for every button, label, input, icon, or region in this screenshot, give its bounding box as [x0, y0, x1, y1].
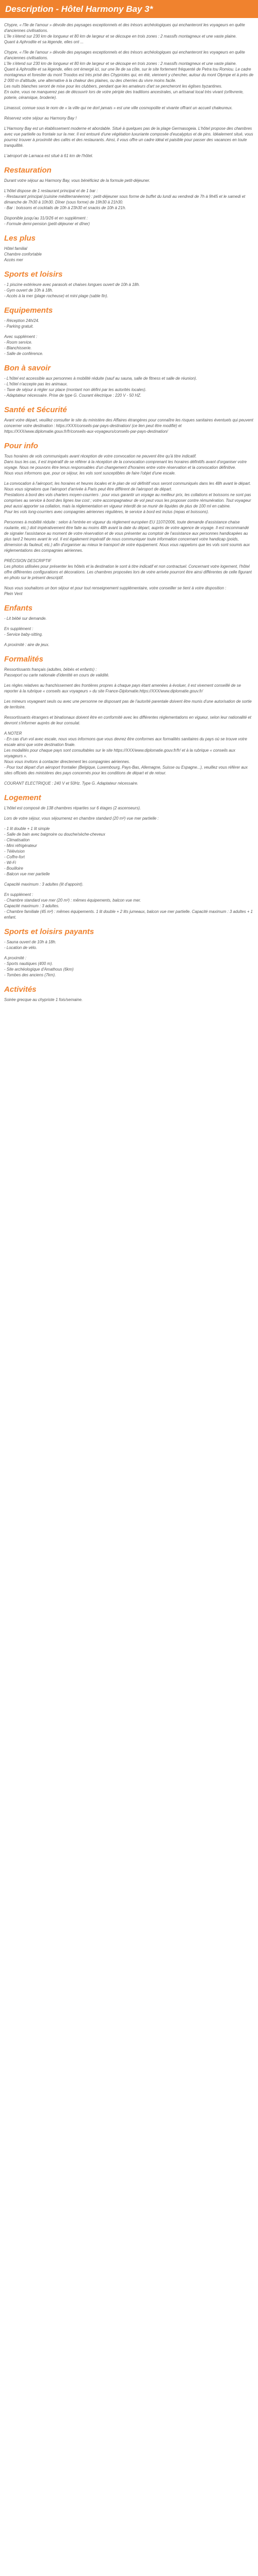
proximity-heading: A proximité :: [4, 956, 27, 960]
description-paragraph: Chypre, « l'île de l'amour » dévoile des paysages exceptionnels et des trésors archéologiques qui enchanteront les voyageurs en quête d'anciennes civilisations. L'île s'étend sur 230 km de longueur et 80 km de largeur et se découpe en trois zones : 2 massifs montagneux et une vaste plaine. Quant à Aphrodite et sa légende, elles ont émergé ici, sur une île de sa côte, sur le site fortement fréquenté de Petra tou Romiou. Le cadre montagneux et forestier du mont Troodos est très prisé des Chypriotes qui, en été, viennent y chercher, autour du mont Olympe et à près de 2 000 m d'altitude, une alternative à la chaleur des plaines, ou des cherries du vivre moins facile. Les nuits blanches seront de mise pour les clubbers, pendant que les amateurs d'art se pencheront les églises byzantines. En outre, vous ne manquerez pas de découvrir lors de votre périple des traditions ancestrales, un artisanat local très vivant (orfèvrerie, poterie, céramique, broderie).: [4, 50, 254, 100]
list-item: - Salle de conférence.: [4, 351, 43, 356]
restauration-extra: [4, 215, 254, 227]
equipements-section: [4, 306, 254, 357]
activites-section: [4, 985, 254, 1003]
bon-savoir-title: Bon à savoir: [4, 364, 51, 372]
logement-capacity: Capacité maximum : 3 adultes (lit d'appoint).: [4, 882, 84, 887]
list-item: Capacité maximum : 3 adultes.: [4, 904, 60, 908]
list-item: Accès mer: [4, 258, 23, 262]
list-item: - Salle de bain avec baignoire ou douche/sèche-cheveux: [4, 832, 105, 837]
equipements-supplement: [4, 334, 254, 357]
formalites-paragraph: Ressortissants français (adultes, bébés et enfants) : Passeport ou carte nationale d'identité en cours de validité.: [4, 667, 109, 677]
precision-section: [4, 558, 254, 597]
logement-section: [4, 793, 254, 920]
list-item: - Service baby-sitting.: [4, 632, 43, 637]
pour-info-paragraph: La convocation à l'aéroport, les horaires et heures locales et le plan de vol définitif vous seront communiqués dans les 48h avant le départ. Nous vous signalons que l'aéroport d'arrivée à Paris peut être différent de l'aéroport de départ. Prestations à bord des vols charters moyen-courriers : pour vous garantir un voyage au meilleur prix, les collations et boissons ne sont pas comprises au service à bord des lignes low cost ; votre accompagnateur de vol peut vous les proposer contre rémunération. Tout voyageur peut aussi apporter sa collation, mais la réglementation en vigueur interdit de se munir de liquides de plus de 100 ml en cabine. Pour les vols long-courriers avec compagnies aériennes régulières, le service à bord est inclus (repas et boissons).: [4, 481, 251, 514]
current-info: COURANT ELECTRIQUE : 240 V et 50Hz. Type G. Adaptateur nécessaire.: [4, 781, 138, 786]
list-item: - L'hôtel est accessible aux personnes à mobilité réduite (sauf au sauna, salle de fitness et salle de réunion).: [4, 376, 197, 381]
precision-text: Les photos utilisées pour présenter les hôtels et la destination le sont à titre indicatif et non contractuel. Concernant votre logement, l'hôtel offre différentes configurations et décorations. Les chambres proposées lors de votre arrivée pourront être ainsi différentes de celle figurant en photo sur le présent descriptif.: [4, 564, 252, 580]
list-item: Disponible jusqu'au 31/3/26 et en supplément :: [4, 216, 88, 221]
sante-section: [4, 405, 254, 434]
enfants-list: [4, 616, 254, 621]
restauration-list: [4, 188, 254, 211]
description-paragraph: L'Harmony Bay est un établissement moderne et abordable. Situé à quelques pas de la plage Germasogeia. L'hôtel propose des chambres avec vue partielle ou frontale sur la mer. Il est entouré d'une végétation luxuriante composée d'eucalyptus et de pins. Idéalement situé, vous pourrez trouver à proximité des cafés et des restaurants. Ainsi, il vous offre un cadre idéal et paisible pour passer des vacances en toute tranquillité.: [4, 126, 253, 148]
formalites-title: Formalités: [4, 655, 43, 664]
logement-title: Logement: [4, 793, 41, 802]
list-item: - Balcon vue mer partielle: [4, 872, 50, 876]
content: [0, 22, 258, 1014]
restauration-title: Restauration: [4, 166, 52, 175]
note-heading: A NOTER: [4, 731, 22, 736]
sports-title: Sports et loisirs: [4, 270, 63, 279]
list-item: - Mini réfrigérateur: [4, 843, 37, 848]
logement-intro: L'hôtel est composé de 138 chambres réparties sur 6 étages (2 ascenseurs).: [4, 806, 141, 810]
list-item: - 1 lit double + 1 lit simple: [4, 826, 50, 831]
list-item: - Taxe de séjour à régler sur place (montant non défini par les autorités locales).: [4, 387, 147, 392]
equipements-list: [4, 318, 254, 329]
restauration-section: [4, 166, 254, 227]
page: [0, 0, 258, 1014]
description-paragraph: Limassol, connue sous le nom de « la ville qui ne dort jamais » est une ville cosmopolite et vivante offrant un accueil chaleureux.: [4, 106, 233, 110]
list-item: - Chambre standard vue mer (20 m²) : mêmes équipements, balcon vue mer.: [4, 898, 141, 903]
list-item: - Sports nautiques (400 m).: [4, 961, 53, 966]
enfants-proximity: A proximité : aire de jeux.: [4, 642, 50, 647]
list-item: - Bouilloire: [4, 866, 23, 871]
list-item: - Sauna ouvert de 10h à 18h.: [4, 940, 57, 944]
list-item: Soirée grecque au chypriote 1 fois/semaine.: [4, 997, 83, 1002]
signature-intro: Nous vous souhaitons un bon séjour et pour tout renseignement supplémentaire, votre conseiller se tient à votre disposition :: [4, 586, 227, 590]
sports-proximity-list: [4, 955, 254, 978]
pour-info-paragraph: Personnes à mobilité réduite : selon à l'entrée en vigueur du règlement européen EU 1107/2006, toute demande d'assistance chaise roulante, etc.) doit impérativement être faite au moins 48h avant la date du départ, auprès de votre agence de voyage. Il est recommandé de signaler l'assistance au moment de votre réservation et de vous présenter au comptoir de l'assistance aux personnes handicapées au plus tard 2 heures avant le vol. Il est également impératif de nous communiquer toute information concernant votre handicap (poids, dimension du fauteuil, etc.) afin d'organiser au mieux le transport de votre équipement. Nous vous rappelons que les vols sont soumis aux réglementations des compagnies aériennes.: [4, 520, 250, 553]
activites-title: Activités: [4, 985, 37, 994]
list-item: - Télévision: [4, 849, 25, 854]
bon-savoir-list: [4, 376, 254, 398]
list-item: - Chambre familiale (45 m²) : mêmes équipements. 1 lit double + 2 lits jumeaux, balcon vue mer partielle. Capacité maximum : 3 adultes + 1 enfant.: [4, 909, 253, 920]
list-item: - Gym ouvert de 10h à 18h.: [4, 288, 53, 293]
pour-info-section: [4, 442, 254, 553]
description-paragraph: L'aéroport de Larnaca est situé à 61 km de l'hôtel.: [4, 154, 93, 158]
list-item: - Climatisation: [4, 838, 30, 842]
logement-rooms: Lors de votre séjour, vous séjournerez en chambre standard (20 m²) vue mer partielle :: [4, 816, 159, 821]
list-item: - Restaurant principal (cuisine méditerranéenne) : petit-déjeuner sous forme de buffet du lundi au vendredi de 7h à 9h45 et le samedi et dimanche de 7h30 à 10h30. Dîner (sous forme) de 19h30 à 21h30.: [4, 194, 246, 205]
activites-list: [4, 997, 254, 1003]
description-section: [4, 22, 254, 159]
list-item: - Coffre-fort: [4, 855, 25, 859]
enfants-supplement: [4, 626, 254, 637]
list-item: - Site archéologique d'Amathous (6km): [4, 967, 74, 972]
list-item: Chambre confortable: [4, 252, 42, 257]
list-item: - Adaptateur nécessaire. Prise de type G. Courant électrique : 220 V - 50 HZ.: [4, 393, 141, 398]
formalites-paragraph: Les mineurs voyageant seuls ou avec une personne ne disposant pas de l'autorité parentale doivent être munis d'une autorisation de sortie de territoire.: [4, 699, 252, 709]
note-section: [4, 731, 254, 786]
list-item: - Room service.: [4, 340, 33, 345]
bon-savoir-section: [4, 364, 254, 398]
plus-list: [4, 246, 254, 263]
list-item: - Parking gratuit.: [4, 324, 34, 329]
sports-payants-section: [4, 927, 254, 978]
list-item: - Accès à la mer (plage rocheuse) et mini plage (sable fin).: [4, 294, 108, 298]
sports-list: [4, 282, 254, 299]
note-text: - En cas d'un vol avec escale, nous vous informons que vous devrez être conformes aux formalités sanitaires du pays où se trouve votre escale ainsi que votre destination finale. Les modalités pour chaque pays sont consultables sur le site https://XXX/www.diplomatie.gouv.fr/fr/ et à la rubrique « conseils aux voyageurs ». Nous vous invitons à contacter directement les compagnies aériennes. - Pour tout départ d'un aéroport frontalier (Belgique, Luxembourg, Pays-Bas, Allemagne, Suisse ou Espagne...), veuillez vous référer aux sites officiels des ministères des pays concernés pour les conditions de départ et de retour.: [4, 737, 248, 775]
enfants-title: Enfants: [4, 604, 33, 613]
sante-title: Santé et Sécurité: [4, 405, 67, 414]
logement-supplement: [4, 892, 254, 920]
restauration-intro: Durant votre séjour au Harmony Bay, vous bénéficiez de la formule petit-déjeuner.: [4, 178, 150, 183]
sports-payants-title: Sports et loisirs payants: [4, 927, 94, 936]
enfants-section: [4, 604, 254, 648]
sante-text: Avant votre départ, veuillez consulter le site du ministère des Affaires étrangères pour connaître les risques sanitaires éventuels qui peuvent concerner votre destination : https://XXX/conseils-par-pays-destination/ (ce lien peut être modifié) et https://XXX/www.diplomatie.gouv.fr/fr/conseils-aux-voyageurs/conseils-par-pays-destination/: [4, 418, 253, 434]
list-item: - Blanchisserie.: [4, 346, 32, 350]
formalites-paragraph: Ressortissants étrangers et binationaux doivent être en conformité avec les différentes réglementations en vigueur, selon leur nationalité et devront s'informer auprès de leur consulat.: [4, 715, 251, 725]
list-item: - Bar : boissons et cocktails de 10h à 23h30 et snacks de 10h à 21h.: [4, 206, 126, 210]
list-item: Hôtel familial: [4, 246, 27, 251]
equipements-title: Equipements: [4, 306, 53, 315]
list-item: - Réception 24h/24.: [4, 318, 40, 323]
list-item: - Tombes des anciens (7km).: [4, 973, 56, 977]
precision-heading: PRÉCISION DESCRIPTIF: [4, 558, 52, 563]
formalites-paragraph: Les règles relatives au franchissement des frontières propres à chaque pays étant amenées à évoluer, il est vivement conseillé de se reporter à la rubrique « conseils aux voyageurs » du site France-Diplomatie.https://XXX/www.diplomatie.gouv.fr/: [4, 683, 241, 693]
list-item: - Lit bébé sur demande.: [4, 616, 47, 621]
pour-info-paragraph: Tous horaires de vols communiqués avant réception de votre convocation ne peuvent être qu'à titre indicatif. Dans tous les cas, il est impératif de se référer à la réception de la convocation comprenant les horaires définitifs avant d'organiser votre voyage. Nous ne pouvons être tenus responsables d'un changement d'horaires entre votre réservation et la convocation définitive. Nous vous informons que, pour ce séjour, les vols sont susceptibles de faire l'objet d'une escale.: [4, 454, 247, 476]
plus-title: Les plus: [4, 234, 36, 243]
description-paragraph: Réservez votre séjour au Harmony Bay !: [4, 116, 77, 121]
list-item: L'hôtel dispose de 1 restaurant principal et de 1 bar :: [4, 189, 98, 193]
list-item: - Location de vélo.: [4, 945, 37, 950]
list-item: - L'hôtel n'accepte pas les animaux.: [4, 382, 68, 386]
room-equipment-list: [4, 826, 254, 877]
sports-payants-list: [4, 939, 254, 951]
list-item: - 1 piscine extérieure avec parasols et chaises longues ouvert de 10h à 18h.: [4, 282, 140, 287]
list-item: - Formule demi-pension (petit-déjeuner et dîner): [4, 222, 90, 226]
plus-section: [4, 234, 254, 263]
sports-section: [4, 270, 254, 299]
description-paragraph: Chypre, « l'île de l'amour » dévoile des paysages exceptionnels et des trésors archéologiques qui enchanteront les voyageurs en quête d'anciennes civilisations. L'île s'étend sur 230 km de longueur et 80 km de largeur et se découpe en trois zones : 2 massifs montagneux et une vaste plaine. Quant à Aphrodite et sa légende, elles ont ...: [4, 23, 245, 44]
formalites-section: [4, 655, 254, 726]
supplement-heading: Avec supplément :: [4, 334, 38, 339]
list-item: - Wi-Fi: [4, 860, 16, 865]
supplement-heading: En supplément :: [4, 892, 34, 897]
pour-info-title: Pour info: [4, 442, 38, 450]
signature: Plein Vent: [4, 591, 23, 596]
supplement-heading: En supplément :: [4, 626, 34, 631]
page-title: Description - Hôtel Harmony Bay 3*: [0, 0, 258, 18]
